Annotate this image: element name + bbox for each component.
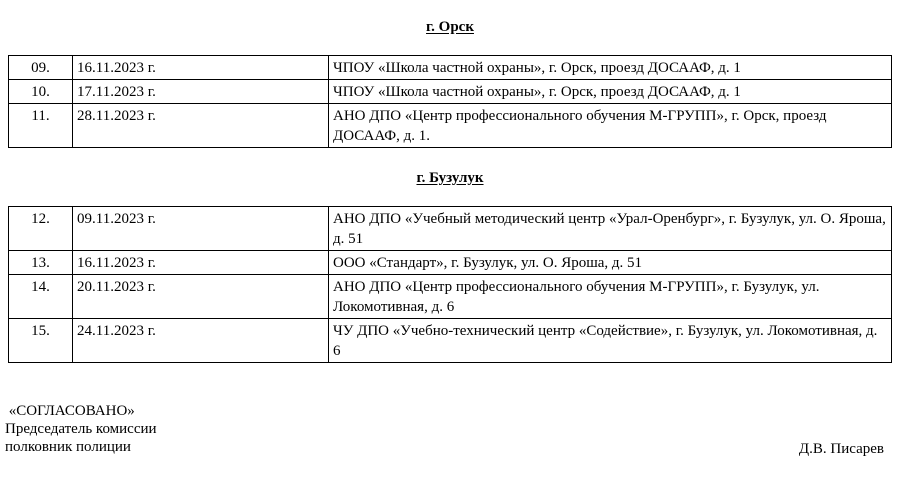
row-number: 13. <box>9 251 73 275</box>
row-number: 14. <box>9 275 73 319</box>
row-number: 11. <box>9 104 73 148</box>
table-row <box>9 207 892 251</box>
schedule-table-buzuluk <box>8 206 892 363</box>
row-number: 10. <box>9 80 73 104</box>
table-row <box>9 104 892 148</box>
row-date: 20.11.2023 г. <box>73 275 329 319</box>
row-date: 16.11.2023 г. <box>73 251 329 275</box>
row-number: 12. <box>9 207 73 251</box>
table-row <box>9 80 892 104</box>
row-date: 28.11.2023 г. <box>73 104 329 148</box>
row-place: ЧУ ДПО «Учебно-технический центр «Содействие», г. Бузулук, ул. Локомотивная, д. 6 <box>329 319 892 363</box>
row-place: ЧПОУ «Школа частной охраны», г. Орск, проезд ДОСААФ, д. 1 <box>329 56 892 80</box>
row-date: 09.11.2023 г. <box>73 207 329 251</box>
approval-position: Председатель комиссии <box>5 421 157 437</box>
table-row <box>9 56 892 80</box>
row-place: ООО «Стандарт», г. Бузулук, ул. О. Яроша, д. 51 <box>329 251 892 275</box>
table-row <box>9 319 892 363</box>
approval-stamp-text: «СОГЛАСОВАНО» <box>5 403 135 419</box>
table-row <box>9 275 892 319</box>
section-heading-orsk: г. Орск <box>426 19 474 35</box>
row-number: 15. <box>9 319 73 363</box>
signer-name: Д.В. Писарев <box>798 441 884 457</box>
schedule-table-orsk <box>8 55 892 148</box>
approval-rank: полковник полиции <box>5 439 131 455</box>
approval-block <box>5 402 157 456</box>
row-date: 24.11.2023 г. <box>73 319 329 363</box>
row-place: АНО ДПО «Учебный методический центр «Урал-Оренбург», г. Бузулук, ул. О. Яроша, д. 51 <box>329 207 892 251</box>
row-place: АНО ДПО «Центр профессионального обучения М-ГРУПП», г. Орск, проезд ДОСААФ, д. 1. <box>329 104 892 148</box>
row-date: 16.11.2023 г. <box>73 56 329 80</box>
row-place: ЧПОУ «Школа частной охраны», г. Орск, проезд ДОСААФ, д. 1 <box>329 80 892 104</box>
row-date: 17.11.2023 г. <box>73 80 329 104</box>
row-number: 09. <box>9 56 73 80</box>
table-row <box>9 251 892 275</box>
section-heading-buzuluk: г. Бузулук <box>416 170 484 186</box>
row-place: АНО ДПО «Центр профессионального обучения М-ГРУПП», г. Бузулук, ул. Локомотивная, д. 6 <box>329 275 892 319</box>
